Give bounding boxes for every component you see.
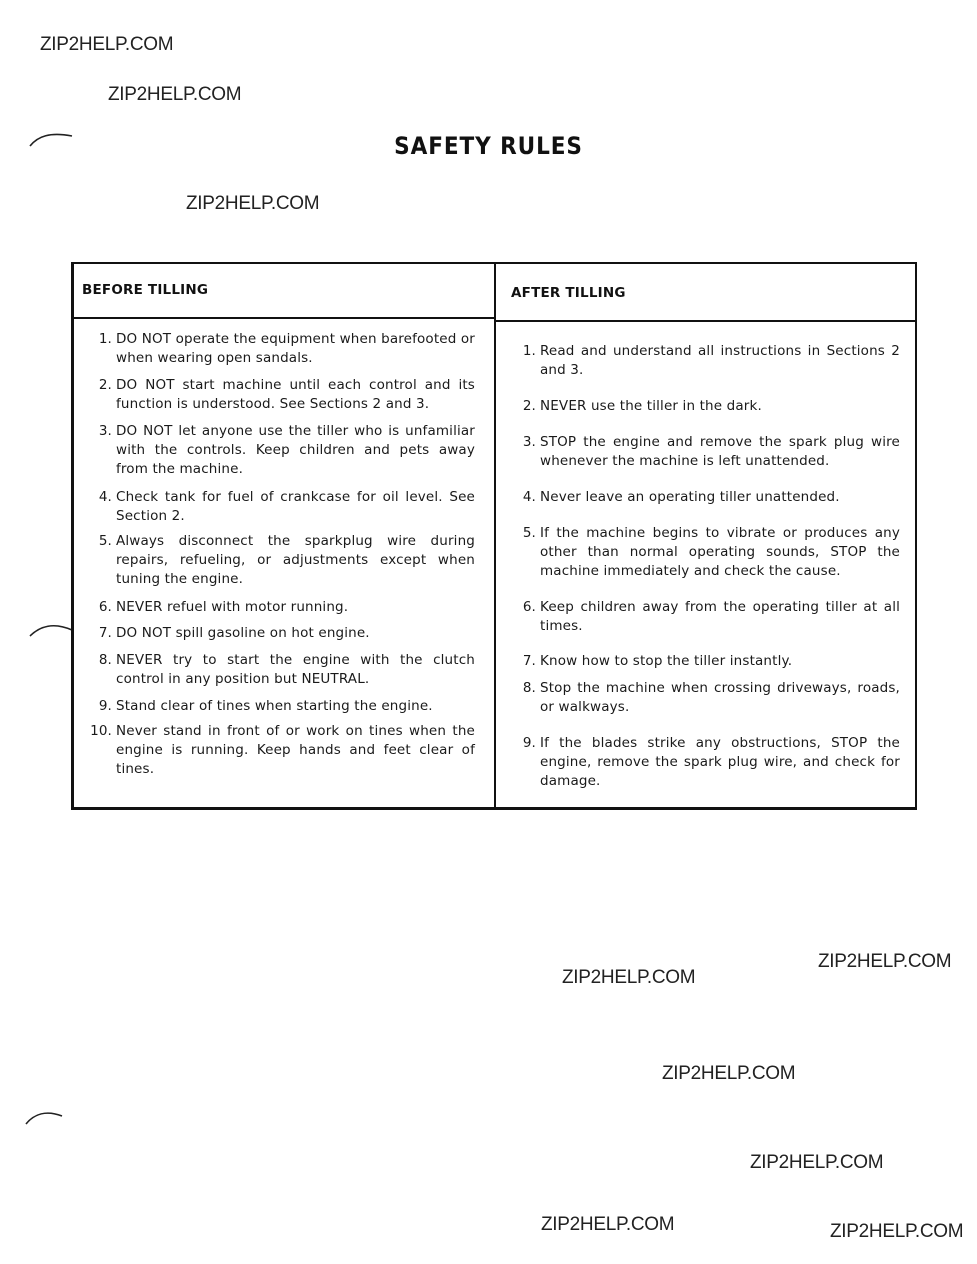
- watermark: ZIP2HELP.COM: [562, 967, 696, 988]
- rule-text: If the machine begins to vibrate or produces any other than normal operating sounds, STOP the machine immediately and check the cause.: [540, 525, 900, 579]
- rule-number: 4.: [98, 489, 112, 505]
- rule-number: 2.: [98, 377, 112, 393]
- watermark: ZIP2HELP.COM: [40, 34, 174, 55]
- rule-item: [510, 488, 900, 507]
- watermark: ZIP2HELP.COM: [750, 1152, 884, 1173]
- header-rule: [496, 320, 916, 322]
- watermark: ZIP2HELP.COM: [108, 84, 242, 105]
- page-title: SAFETY RULES: [394, 132, 583, 160]
- rule-number: 5.: [98, 533, 112, 549]
- rule-item: [510, 397, 900, 416]
- binder-hole-mark: [24, 1106, 66, 1128]
- rule-number: 6.: [98, 599, 112, 615]
- binder-hole-mark: [28, 620, 76, 642]
- rule-item: [86, 722, 475, 779]
- rule-item: [510, 679, 900, 717]
- rule-text: DO NOT spill gasoline on hot engine.: [116, 625, 370, 641]
- rule-text: Stop the machine when crossing driveways, roads, or walkways.: [540, 680, 900, 715]
- rule-item: [86, 651, 475, 689]
- rule-text: DO NOT start machine until each control and its function is understood. See Sections 2 and 3.: [116, 377, 475, 412]
- rule-number: 1.: [522, 343, 536, 359]
- rule-number: 8.: [522, 680, 536, 696]
- rule-number: 5.: [522, 525, 536, 541]
- rule-number: 7.: [522, 653, 536, 669]
- safety-rules-table: [71, 262, 917, 810]
- rule-item: [86, 532, 475, 589]
- column-divider: [494, 264, 496, 807]
- rule-text: NEVER refuel with motor running.: [116, 599, 349, 615]
- rule-text: Check tank for fuel of crankcase for oil level. See Section 2.: [116, 489, 475, 524]
- rule-number: 10.: [90, 723, 112, 739]
- rule-item: [510, 734, 900, 791]
- rule-text: Always disconnect the sparkplug wire during repairs, refueling, or adjustments except when tuning the engine.: [116, 533, 475, 587]
- rule-item: [86, 624, 475, 643]
- rule-text: Stand clear of tines when starting the engine.: [116, 698, 433, 714]
- rule-number: 2.: [522, 398, 536, 414]
- rule-number: 1.: [98, 331, 112, 347]
- rule-item: [86, 376, 475, 414]
- rule-number: 6.: [522, 599, 536, 615]
- watermark: ZIP2HELP.COM: [830, 1221, 964, 1242]
- rule-number: 7.: [98, 625, 112, 641]
- watermark: ZIP2HELP.COM: [818, 951, 952, 972]
- rule-item: [510, 598, 900, 636]
- rule-text: NEVER try to start the engine with the clutch control in any position but NEUTRAL.: [116, 652, 475, 687]
- rule-text: Keep children away from the operating tiller at all times.: [540, 599, 900, 634]
- rule-item: [86, 330, 475, 368]
- rule-item: [510, 433, 900, 471]
- watermark: ZIP2HELP.COM: [541, 1214, 675, 1235]
- rule-number: 4.: [522, 489, 536, 505]
- rule-number: 9.: [98, 698, 112, 714]
- rule-item: [510, 524, 900, 581]
- rule-text: DO NOT operate the equipment when barefooted or when wearing open sandals.: [116, 331, 475, 366]
- watermark: ZIP2HELP.COM: [662, 1063, 796, 1084]
- rule-item: [86, 697, 475, 716]
- before-tilling-header: BEFORE TILLING: [82, 282, 209, 298]
- header-rule: [74, 317, 494, 319]
- rule-number: 3.: [98, 423, 112, 439]
- rule-text: Know how to stop the tiller instantly.: [540, 653, 793, 669]
- rule-item: [86, 488, 475, 526]
- rule-item: [510, 652, 900, 671]
- rule-text: NEVER use the tiller in the dark.: [540, 398, 762, 414]
- watermark: ZIP2HELP.COM: [186, 193, 320, 214]
- rule-number: 3.: [522, 434, 536, 450]
- rule-text: Never leave an operating tiller unattended.: [540, 489, 840, 505]
- after-tilling-header: AFTER TILLING: [511, 285, 626, 301]
- rule-text: STOP the engine and remove the spark plug wire whenever the machine is left unattended.: [540, 434, 900, 469]
- rule-text: DO NOT let anyone use the tiller who is unfamiliar with the controls. Keep children and pets away from the machine.: [116, 423, 475, 477]
- rule-number: 9.: [522, 735, 536, 751]
- rule-text: Read and understand all instructions in Sections 2 and 3.: [540, 343, 900, 378]
- rule-item: [86, 422, 475, 479]
- rule-number: 8.: [98, 652, 112, 668]
- rule-item: [510, 342, 900, 380]
- rule-text: Never stand in front of or work on tines when the engine is running. Keep hands and feet clear of tines.: [116, 723, 475, 777]
- rule-item: [86, 598, 475, 617]
- rule-text: If the blades strike any obstructions, STOP the engine, remove the spark plug wire, and check for damage.: [540, 735, 900, 789]
